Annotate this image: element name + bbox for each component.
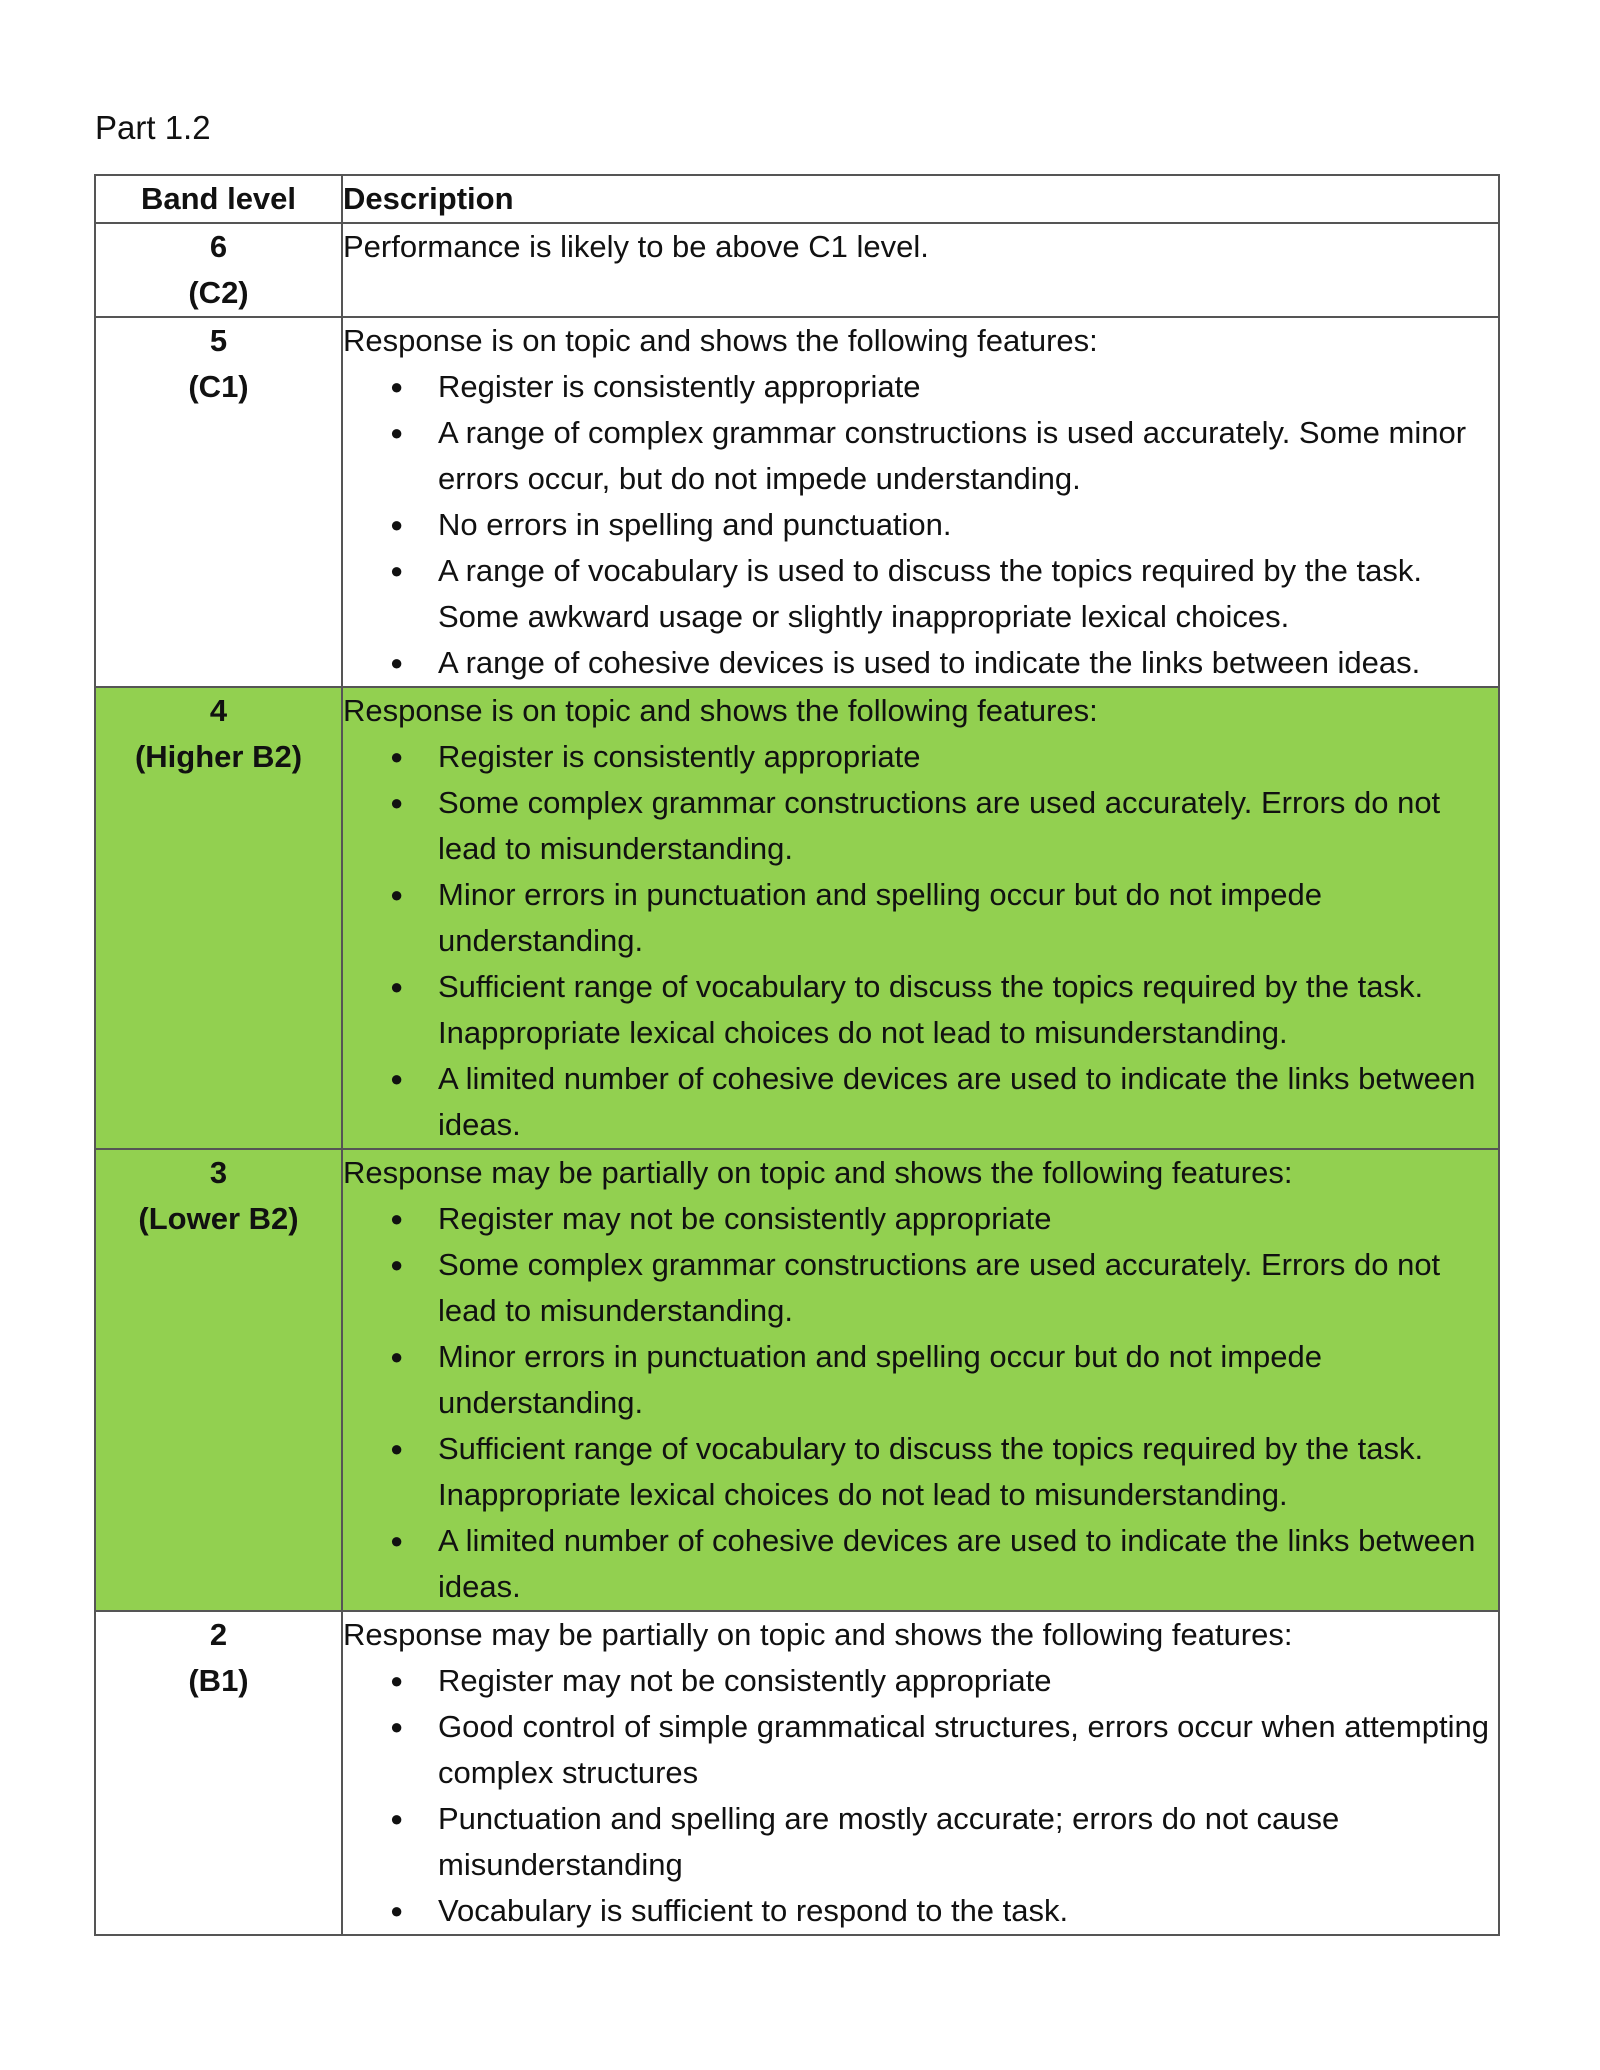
description-cell xyxy=(342,1149,1499,1611)
band-cell xyxy=(95,1611,342,1935)
band-level: (Higher B2) xyxy=(134,739,303,774)
feature-list xyxy=(343,734,1498,1148)
table-row-band-6 xyxy=(95,223,1499,317)
list-item: ● Some complex grammar constructions are used accurately. Errors do not lead to misunderstanding. xyxy=(438,1242,1498,1334)
description-intro: Response may be partially on topic and shows the following features: xyxy=(343,1155,1293,1190)
table-row-band-4 xyxy=(95,687,1499,1149)
list-item: ● Register may not be consistently appropriate xyxy=(438,1196,1498,1242)
description-cell xyxy=(342,317,1499,687)
band-number: 4 xyxy=(209,693,228,728)
description-intro: Response may be partially on topic and shows the following features: xyxy=(343,1617,1293,1652)
band-descriptor-table xyxy=(94,174,1500,1936)
list-item: ● Sufficient range of vocabulary to discuss the topics required by the task. Inappropriate lexical choices do not lead to misunderstanding. xyxy=(438,964,1498,1056)
band-number: 3 xyxy=(209,1155,228,1190)
band-cell xyxy=(95,1149,342,1611)
list-item: ● Sufficient range of vocabulary to discuss the topics required by the task. Inappropriate lexical choices do not lead to misunderstanding. xyxy=(438,1426,1498,1518)
description-intro: Performance is likely to be above C1 level. xyxy=(343,229,929,264)
table-row-band-3 xyxy=(95,1149,1499,1611)
table-row-band-5 xyxy=(95,317,1499,687)
feature-list xyxy=(343,1196,1498,1610)
description-cell xyxy=(342,1611,1499,1935)
band-level: (C2) xyxy=(188,275,249,310)
list-item: ● Register is consistently appropriate xyxy=(438,364,1498,410)
band-level: (C1) xyxy=(188,369,249,404)
band-cell xyxy=(95,317,342,687)
table-row-band-2 xyxy=(95,1611,1499,1935)
band-number: 2 xyxy=(209,1617,228,1652)
list-item: ● A range of cohesive devices is used to indicate the links between ideas. xyxy=(438,640,1498,686)
band-level-header: Band level xyxy=(95,175,342,223)
band-level: (Lower B2) xyxy=(138,1201,299,1236)
list-item: ● Good control of simple grammatical structures, errors occur when attempting complex structures xyxy=(438,1704,1498,1796)
feature-list xyxy=(343,364,1498,686)
band-cell xyxy=(95,223,342,317)
list-item: ● Punctuation and spelling are mostly accurate; errors do not cause misunderstanding xyxy=(438,1796,1498,1888)
description-cell xyxy=(342,223,1499,317)
description-intro: Response is on topic and shows the following features: xyxy=(343,323,1098,358)
description-header: Description xyxy=(342,175,1499,223)
list-item: ● A limited number of cohesive devices are used to indicate the links between ideas. xyxy=(438,1518,1498,1610)
feature-list xyxy=(343,1658,1498,1934)
band-level: (B1) xyxy=(188,1663,249,1698)
band-cell xyxy=(95,687,342,1149)
table-header-row xyxy=(95,175,1499,223)
description-intro: Response is on topic and shows the following features: xyxy=(343,693,1098,728)
list-item: ● Register may not be consistently appropriate xyxy=(438,1658,1498,1704)
band-number: 6 xyxy=(209,229,228,264)
list-item: ● Register is consistently appropriate xyxy=(438,734,1498,780)
list-item: ● A range of complex grammar constructions is used accurately. Some minor errors occur, but do not impede understanding. xyxy=(438,410,1498,502)
part-title: Part 1.2 xyxy=(95,109,211,146)
band-number: 5 xyxy=(209,323,228,358)
list-item: ● Vocabulary is sufficient to respond to the task. xyxy=(438,1888,1498,1934)
list-item: ● Minor errors in punctuation and spelling occur but do not impede understanding. xyxy=(438,1334,1498,1426)
list-item: ● A range of vocabulary is used to discuss the topics required by the task. Some awkward usage or slightly inappropriate lexical choices. xyxy=(438,548,1498,640)
list-item: ● A limited number of cohesive devices are used to indicate the links between ideas. xyxy=(438,1056,1498,1148)
list-item: ● No errors in spelling and punctuation. xyxy=(438,502,1498,548)
list-item: ● Some complex grammar constructions are used accurately. Errors do not lead to misunderstanding. xyxy=(438,780,1498,872)
description-cell xyxy=(342,687,1499,1149)
list-item: ● Minor errors in punctuation and spelling occur but do not impede understanding. xyxy=(438,872,1498,964)
